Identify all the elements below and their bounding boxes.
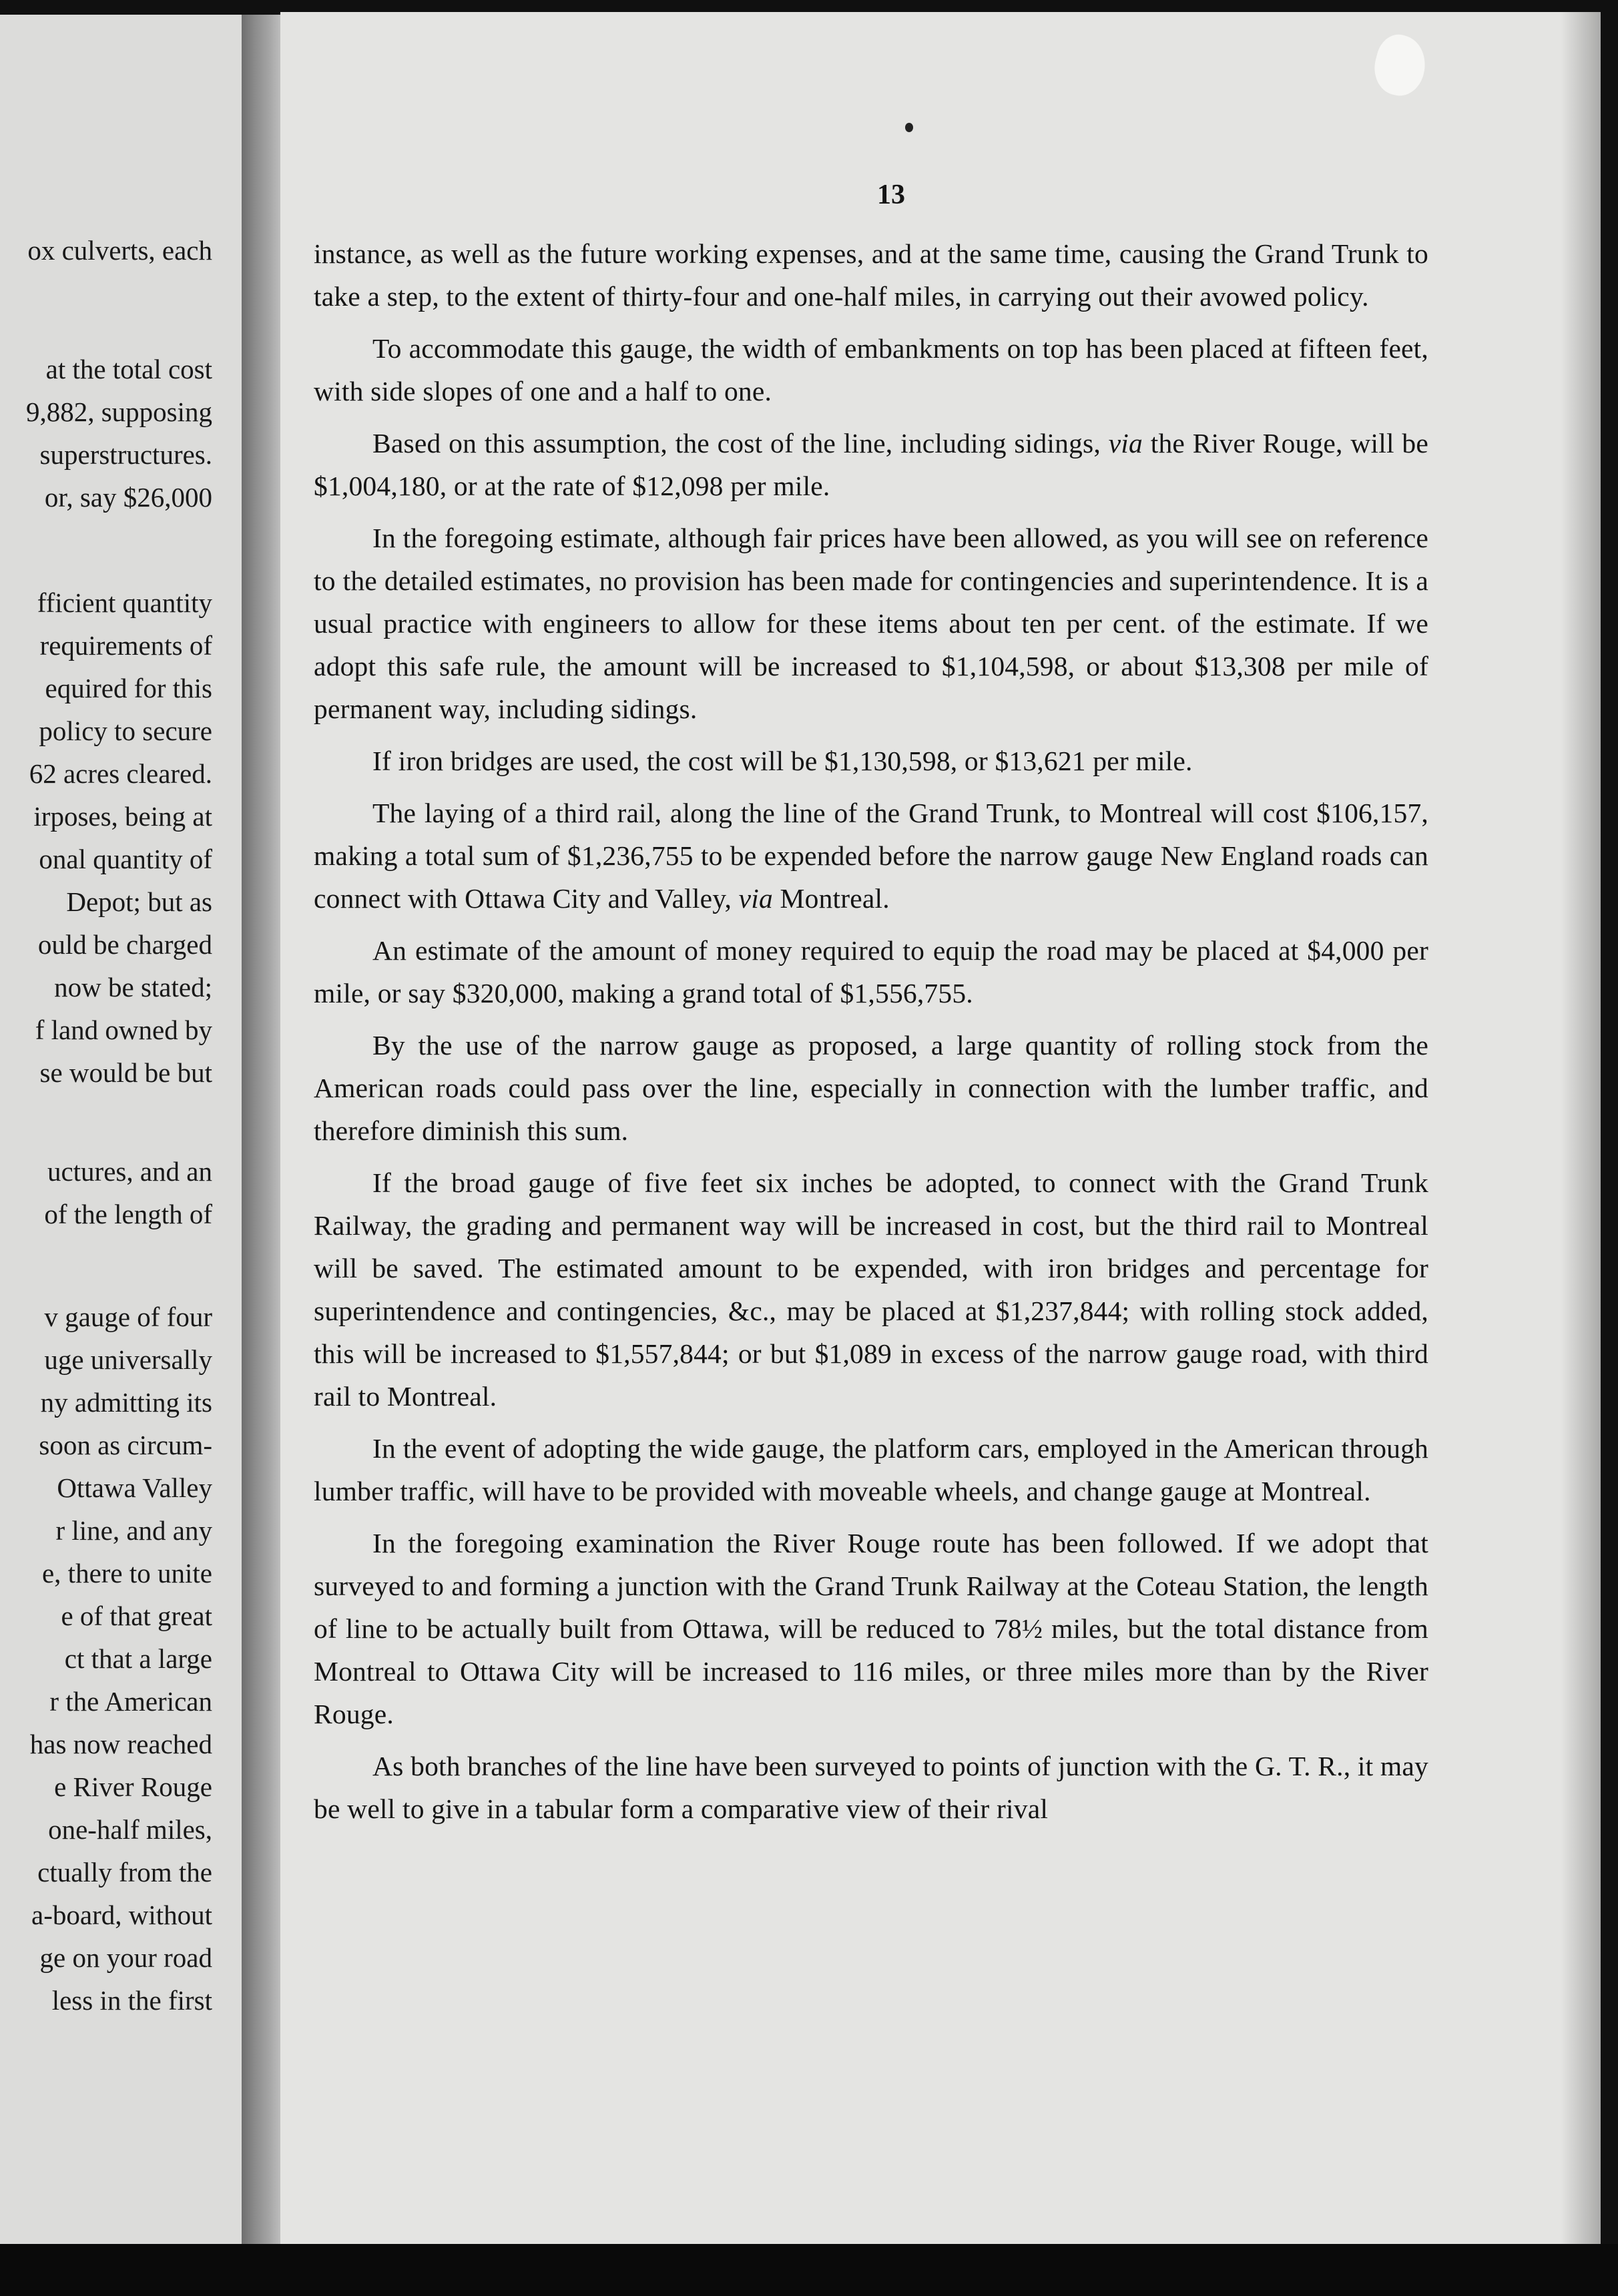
paragraph: Based on this assumption, the cost of the line, including sidings, via the River Rouge, will be $1,004,180, or at the rate of $12,098 per mile. (314, 428, 1428, 501)
previous-page-line: has now reached (29, 1729, 212, 1759)
previous-page-line: onal quantity of (39, 844, 212, 874)
paragraph: In the foregoing estimate, although fair prices have been allowed, as you will see on reference to the detailed estimates, no provision has been made for contingencies and superintendence. It is a usual practice with engineers to allow for these items about ten per cent. of the estimate. If we adopt this safe rule, the amount will be increased to $1,104,598, or about $13,308 per mile of permanent way, including sidings. (314, 523, 1428, 724)
body-text (314, 232, 1428, 1839)
paragraph: The laying of a third rail, along the line of the Grand Trunk, to Montreal will cost $106,157, making a total sum of $1,236,755 to be expended before the narrow gauge New England roads can connect with Ottawa City and Valley, via Montreal. (314, 798, 1428, 914)
previous-page-line: or, say $26,000 (44, 482, 212, 513)
previous-page-line: se would be but (39, 1057, 212, 1088)
paragraph: By the use of the narrow gauge as proposed, a large quantity of rolling stock from the American roads could pass over the line, especially in connection with the lumber traffic, and therefore diminish this sum. (314, 1030, 1428, 1146)
paragraph: In the event of adopting the wide gauge, the platform cars, employed in the American through lumber traffic, will have to be provided with moveable wheels, and change gauge at Montreal. (314, 1433, 1428, 1506)
previous-page-line: Ottawa Valley (57, 1472, 212, 1503)
previous-page-line: soon as circum- (39, 1430, 212, 1460)
previous-page-line: 9,882, supposing (25, 396, 212, 427)
paragraph: instance, as well as the future working expenses, and at the same time, causing the Grand Trunk to take a step, to the extent of thirty-four and one-half miles, in carrying out their avowed policy. (314, 238, 1428, 312)
previous-page-line: 62 acres cleared. (29, 758, 212, 789)
paragraph: If iron bridges are used, the cost will be $1,130,598, or $13,621 per mile. (372, 746, 1193, 776)
previous-page-line: policy to secure (39, 715, 212, 746)
previous-page-fragment (0, 15, 242, 2244)
previous-page-line: r the American (49, 1686, 212, 1717)
paragraph: If the broad gauge of five feet six inches be adopted, to connect with the Grand Trunk Railway, the grading and permanent way will be increased in cost, but the third rail to Montreal will be saved. The estimated amount to be expended, with iron bridges and percentage for superintendence and contingencies, &c., may be placed at $1,237,844; with rolling stock added, this will be increased to $1,557,844; or but $1,089 in excess of the narrow gauge road, with third rail to Montreal. (314, 1167, 1428, 1412)
previous-page-line: one-half miles, (48, 1814, 212, 1845)
previous-page-line: ct that a large (64, 1643, 212, 1674)
paragraph: As both branches of the line have been surveyed to points of junction with the G. T. R., it may be well to give in a tabular form a comparative view of their rival (314, 1751, 1428, 1824)
previous-page-line: e River Rouge (54, 1771, 212, 1802)
previous-page-line: at the total cost (45, 354, 212, 384)
previous-page-line: ny admitting its (40, 1387, 212, 1418)
previous-page-line: ge on your road (39, 1942, 212, 1973)
previous-page-line: uctures, and an (47, 1156, 212, 1187)
previous-page-line: now be stated; (54, 972, 212, 1002)
previous-page-line: f land owned by (35, 1015, 212, 1045)
previous-page-line: requirements of (39, 630, 212, 661)
scan-bottom-edge (0, 2244, 1618, 2296)
previous-page-line: r line, and any (55, 1515, 212, 1546)
previous-page-line: Depot; but as (66, 886, 212, 917)
paper-damage-mark (1368, 30, 1432, 101)
previous-page-line: less in the first (51, 1985, 212, 2016)
page-number: 13 (877, 180, 905, 210)
paragraph: An estimate of the amount of money required to equip the road may be placed at $4,000 per mile, or say $320,000, making a grand total of $1,556,755. (314, 935, 1428, 1009)
previous-page-line: of the length of (44, 1199, 212, 1229)
book-gutter (242, 15, 280, 2244)
previous-page-line: fficient quantity (37, 587, 212, 618)
page-edge-shadow (1561, 12, 1601, 2248)
previous-page-line: superstructures. (39, 439, 212, 470)
previous-page-line: e, there to unite (41, 1558, 212, 1589)
ink-spot (905, 123, 913, 132)
previous-page-line: e of that great (61, 1601, 212, 1631)
previous-page-line: uge universally (44, 1344, 212, 1375)
previous-page-line: ould be charged (37, 929, 212, 960)
previous-page-line: irposes, being at (33, 801, 212, 832)
document-page (280, 12, 1601, 2248)
previous-page-line: equired for this (45, 673, 212, 703)
previous-page-line: ox culverts, each (27, 235, 212, 266)
previous-page-line: ctually from the (37, 1857, 212, 1888)
paragraph: In the foregoing examination the River Rouge route has been followed. If we adopt that surveyed to and forming a junction with the Grand Trunk Railway at the Coteau Station, the length of line to be actually built from Ottawa, will be reduced to 78½ miles, but the total distance from Montreal to Ottawa City will be increased to 116 miles, or three miles more than by the River Rouge. (314, 1528, 1428, 1729)
paragraph: To accommodate this gauge, the width of embankments on top has been placed at fifteen feet, with side slopes of one and a half to one. (314, 333, 1428, 406)
previous-page-line: a-board, without (31, 1900, 212, 1930)
previous-page-line: v gauge of four (44, 1302, 212, 1332)
